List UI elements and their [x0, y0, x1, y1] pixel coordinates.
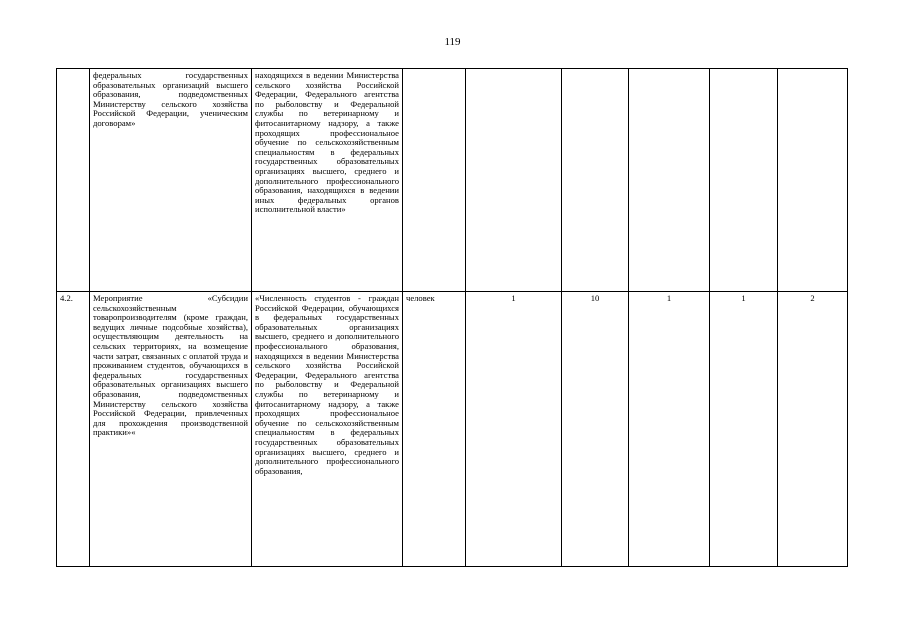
table-row: [57, 69, 848, 292]
value-cell-1: [466, 69, 562, 292]
measure-cell: Мероприятие «Субсидии сельскохозяйственным товаропроизводителям (кроме граждан, ведущих личные подсобные хозяйства), осуществляющим деятельность на сельских территориях, на возмещение части затрат, связанных с оплатой труда и проживанием студентов, обучающихся в федеральных государственных образовательных организациях высшего образования, подведомственных Министерству сельского хозяйства Российской Федерации, привлеченных для прохождения производственной практики»«: [90, 292, 252, 567]
value-cell-5: [778, 69, 848, 292]
value-cell-3: [629, 69, 710, 292]
indicator-cell: «Численность студентов - граждан Российской Федерации, обучающихся в федеральных государственных образовательных организациях высшего, среднего и дополнительного профессионального образования, находящихся в ведении Министерства сельского хозяйства Российской Федерации, Федерального агентства по рыболовству и Федеральной службы по ветеринарному и фитосанитарному надзору, а также проходящих профессиональное обучение по сельскохозяйственным специальностям в федеральных государственных образовательных организациях высшего, среднего и дополнительного профессионального образования,: [252, 292, 403, 567]
data-table: [56, 68, 848, 567]
value-cell-2: 10: [562, 292, 629, 567]
value-cell-1: 1: [466, 292, 562, 567]
row-number-cell: 4.2.: [57, 292, 90, 567]
value-cell-4: 1: [710, 292, 778, 567]
value-cell-4: [710, 69, 778, 292]
measure-cell: федеральных государственных образовательных организаций высшего образования, подведомственных Министерству сельского хозяйства Российской Федерации, ученическим договорам»: [90, 69, 252, 292]
value-cell-3: 1: [629, 292, 710, 567]
table-row: [57, 292, 848, 567]
value-cell-5: 2: [778, 292, 848, 567]
indicator-cell: находящихся в ведении Министерства сельского хозяйства Российской Федерации, Федерального агентства по рыболовству и Федеральной службы по ветеринарному и фитосанитарному надзору, а также проходящих профессиональное обучение по сельскохозяйственным специальностям в федеральных государственных образовательных организациях высшего, среднего и дополнительного профессионального образования, находящихся в ведении иных федеральных органов исполнительной власти»: [252, 69, 403, 292]
unit-cell: человек: [403, 292, 466, 567]
unit-cell: [403, 69, 466, 292]
page-number: 119: [444, 36, 461, 48]
value-cell-2: [562, 69, 629, 292]
row-number-cell: [57, 69, 90, 292]
